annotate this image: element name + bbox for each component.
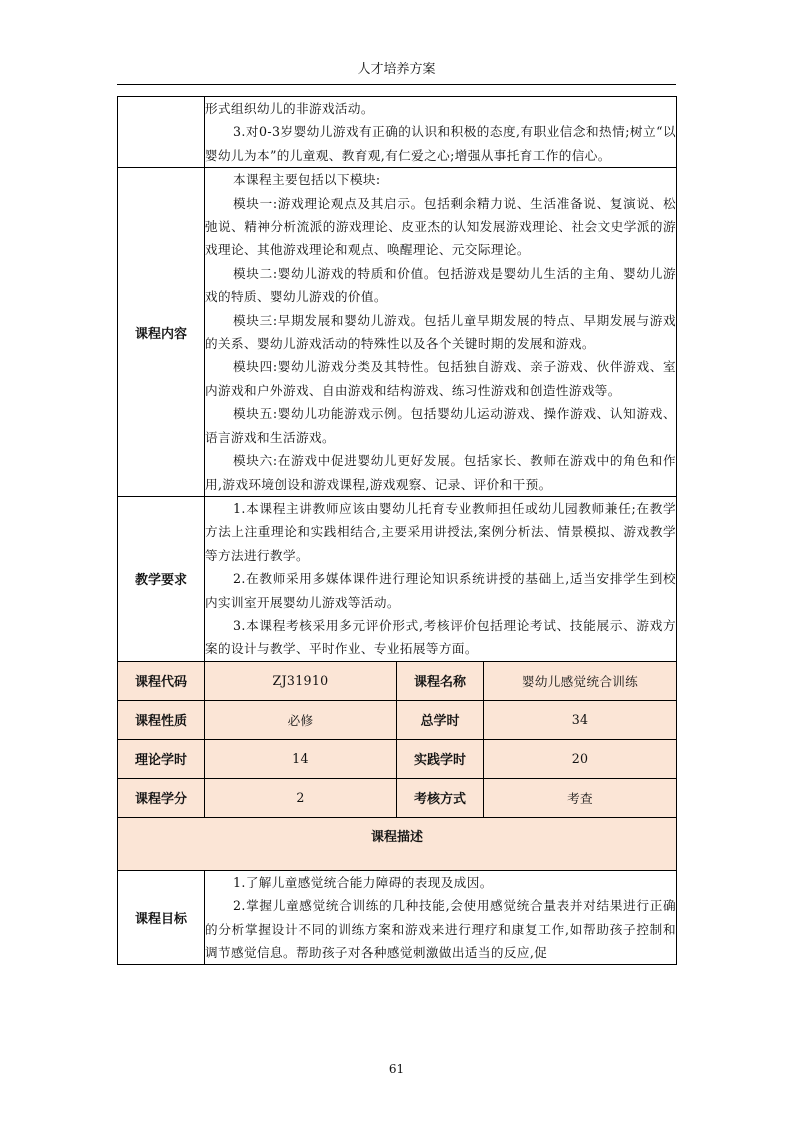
teaching-requirements-paragraph: 1.本课程主讲教师应该由婴幼儿托育专业教师担任或幼儿园教师兼任;在教学方法上注重理论和实践相结合,主要采用讲授法,案例分析法、情景模拟、游戏教学等方法进行教学。 [205, 500, 677, 563]
course-goals-text [205, 870, 677, 965]
course-description-row [118, 817, 677, 870]
teaching-requirements-label: 教学要求 [118, 496, 205, 661]
total-hours-label: 总学时 [397, 700, 484, 739]
course-content-text [205, 168, 677, 497]
course-info-row [118, 778, 677, 817]
course-content-paragraph: 模块一:游戏理论观点及其启示。包括剩余精力说、生活准备说、复演说、松弛说、精神分析流派的游戏理论、皮亚杰的认知发展游戏理论、社会文史学派的游戏理论、其他游戏理论和观点、唤醒理论、元交际理论。 [205, 195, 677, 258]
continuation-content [205, 97, 677, 168]
course-description-heading: 课程描述 [118, 817, 677, 870]
header-rule [117, 84, 676, 85]
course-content-paragraph: 本课程主要包括以下模块: [233, 172, 381, 188]
course-info-row [118, 661, 677, 700]
course-content-row [118, 168, 677, 497]
course-goals-paragraph: 1.了解儿童感觉统合能力障碍的表现及成因。 [233, 874, 493, 890]
course-goals-label: 课程目标 [118, 870, 205, 965]
total-hours-value: 34 [484, 700, 677, 739]
course-nature-label: 课程性质 [118, 700, 205, 739]
continuation-row [118, 97, 677, 168]
course-goals-paragraph: 2.掌握儿童感觉统合训练的几种技能,会使用感觉统合量表并对结果进行正确的分析掌握设计不同的训练方案和游戏来进行理疗和康复工作,如帮助孩子控制和调节感觉信息。帮助孩子对各种感觉刺激做出适当的反应,促 [205, 898, 677, 960]
theory-hours-value: 14 [205, 739, 397, 778]
course-code-label: 课程代码 [118, 661, 205, 700]
teaching-requirements-row [118, 496, 677, 661]
curriculum-table [117, 96, 677, 965]
page-header: 人才培养方案 [357, 62, 436, 77]
course-goals-row [118, 870, 677, 965]
course-content-paragraph: 模块六:在游戏中促进婴幼儿更好发展。包括家长、教师在游戏中的角色和作用,游戏环境创设和游戏课程,游戏观察、记录、评价和干预。 [205, 453, 677, 492]
course-content-paragraph: 模块二:婴幼儿游戏的特质和价值。包括游戏是婴幼儿生活的主角、婴幼儿游戏的特质、婴幼儿游戏的价值。 [205, 265, 677, 305]
course-name-value: 婴幼儿感觉统合训练 [484, 661, 677, 700]
continuation-label-cell [118, 97, 205, 168]
course-content-paragraph: 模块三:早期发展和婴幼儿游戏。包括儿童早期发展的特点、早期发展与游戏的关系、婴幼儿游戏活动的特殊性以及各个关键时期的发展和游戏。 [205, 312, 677, 352]
continuation-paragraph: 形式组织幼儿的非游戏活动。 [205, 101, 374, 116]
practice-hours-label: 实践学时 [397, 739, 484, 778]
credits-label: 课程学分 [118, 778, 205, 817]
assessment-method-label: 考核方式 [397, 778, 484, 817]
course-content-label: 课程内容 [118, 168, 205, 497]
teaching-requirements-text [205, 496, 677, 661]
course-name-label: 课程名称 [397, 661, 484, 700]
teaching-requirements-paragraph: 3.本课程考核采用多元评价形式,考核评价包括理论考试、技能展示、游戏方案的设计与教学、平时作业、专业拓展等方面。 [205, 617, 677, 657]
course-info-row [118, 700, 677, 739]
practice-hours-value: 20 [484, 739, 677, 778]
course-content-paragraph: 模块四:婴幼儿游戏分类及其特性。包括独自游戏、亲子游戏、伙伴游戏、室内游戏和户外游戏、自由游戏和结构游戏、练习性游戏和创造性游戏等。 [205, 359, 677, 398]
theory-hours-label: 理论学时 [118, 739, 205, 778]
course-content-paragraph: 模块五:婴幼儿功能游戏示例。包括婴幼儿运动游戏、操作游戏、认知游戏、语言游戏和生活游戏。 [205, 406, 677, 445]
assessment-method-value: 考查 [484, 778, 677, 817]
credits-value: 2 [205, 778, 397, 817]
teaching-requirements-paragraph: 2.在教师采用多媒体课件进行理论知识系统讲授的基础上,适当安排学生到校内实训室开展婴幼儿游戏等活动。 [205, 571, 677, 610]
continuation-paragraph: 3.对0-3岁婴幼儿游戏有正确的认识和积极的态度,有职业信念和热情;树立“以婴幼儿为本”的儿童观、教育观,有仁爱之心;增强从事托育工作的信心。 [205, 124, 677, 163]
course-code-value: ZJ31910 [205, 661, 397, 700]
course-info-row [118, 739, 677, 778]
page-number: 61 [388, 1062, 405, 1076]
course-nature-value: 必修 [205, 700, 397, 739]
